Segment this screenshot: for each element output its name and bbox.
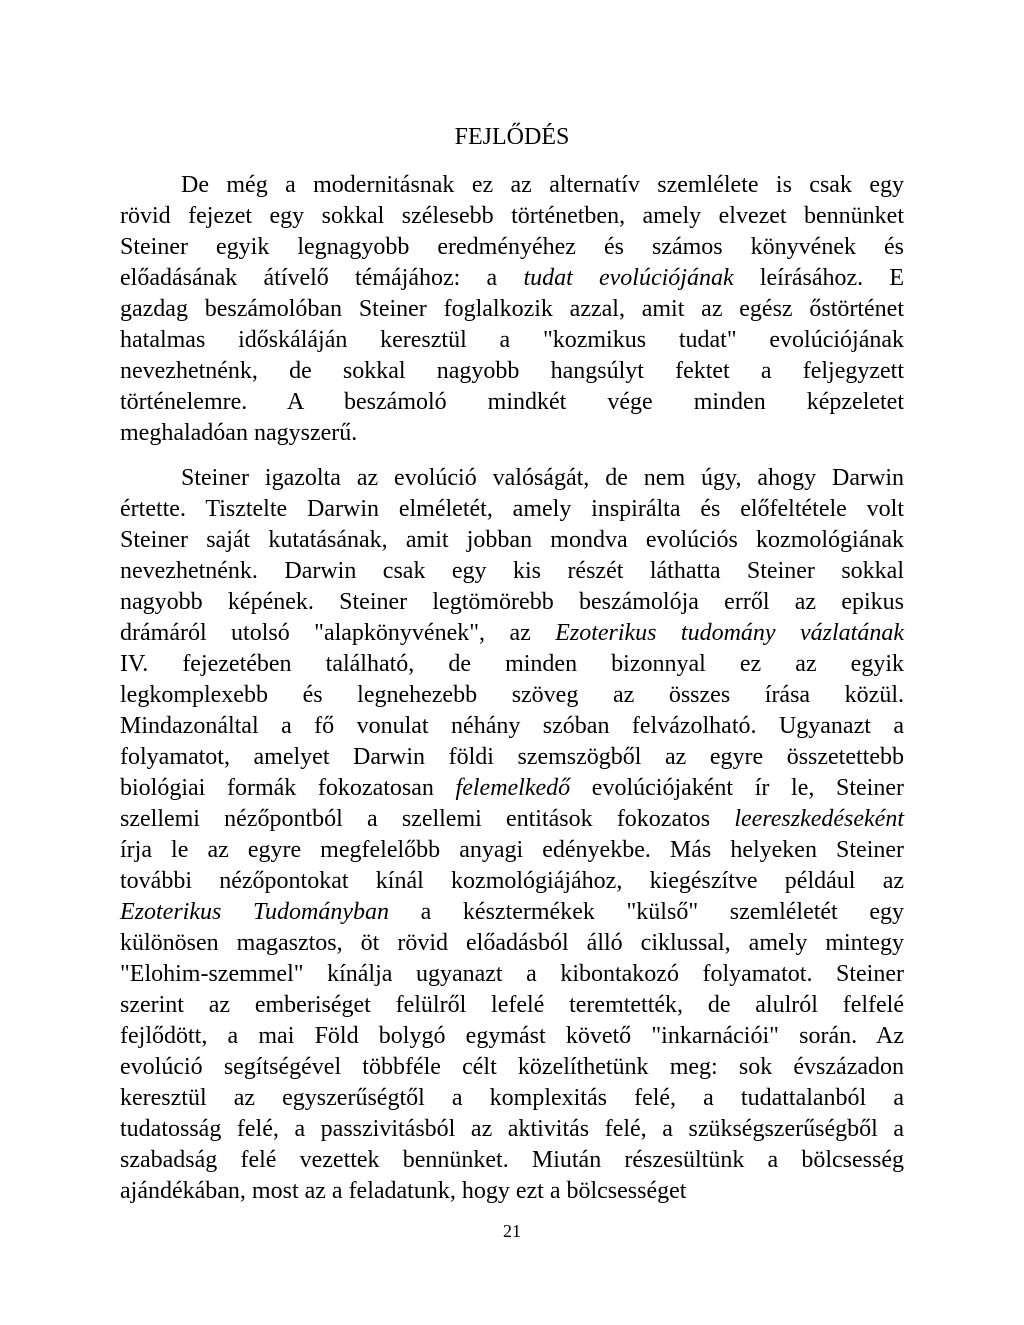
page-number: 21 [503, 1221, 521, 1241]
paragraph-2-line [120, 1145, 904, 1176]
text-run: történelemre. A beszámoló mindkét vége minden képzeletet [120, 389, 904, 415]
text-run: további nézőpontokat kínál kozmológiájához, kiegészítve például az [120, 868, 904, 894]
italic-text: leereszkedéseként [734, 806, 904, 832]
paragraph-2-line [120, 928, 904, 959]
section-heading: FEJLŐDÉS [454, 124, 570, 150]
text-run: szellemi nézőpontból a szellemi entitások fokozatos [120, 806, 735, 832]
text-run: keresztül az egyszerűségtől a komplexitás felé, a tudattalanból a [120, 1085, 904, 1111]
text-run: "Elohim-szemmel" kínálja ugyanazt a kibontakozó folyamatot. Steiner [120, 961, 904, 987]
italic-text: Ezoterikus Tudományban [120, 899, 389, 925]
paragraph-2-line [120, 804, 904, 835]
text-run: fejlődött, a mai Föld bolygó egymást követő "inkarnációi" során. Az [120, 1023, 904, 1049]
text-run: legkomplexebb és legnehezebb szöveg az összes írása közül. [120, 682, 904, 708]
text-run: rövid fejezet egy sokkal szélesebb történetben, amely elvezet bennünket [120, 203, 904, 229]
paragraph-1-line [120, 170, 904, 201]
text-run: különösen magasztos, öt rövid előadásból álló ciklussal, amely mintegy [120, 930, 904, 956]
text-run: ajándékában, most az a feladatunk, hogy ezt a bölcsességet [120, 1178, 687, 1204]
text-run: drámáról utolsó "alapkönyvének", az [120, 620, 556, 646]
paragraph-1-line [120, 418, 904, 449]
paragraph-2-line [120, 1052, 904, 1083]
text-run: gazdag beszámolóban Steiner foglalkozik azzal, amit az egész őstörténet [120, 296, 904, 322]
paragraph-2-line [120, 587, 904, 618]
text-run: folyamatot, amelyet Darwin földi szemszögből az egyre összetettebb [120, 744, 904, 770]
italic-text: Ezoterikus tudomány vázlatának [555, 620, 904, 646]
paragraph-2-line [120, 897, 904, 928]
paragraph-2-line [120, 494, 904, 525]
paragraph-2-line [120, 1114, 904, 1145]
text-run: nevezhetnénk, de sokkal nagyobb hangsúlyt fektet a feljegyzett [120, 358, 904, 384]
text-run: a késztermékek "külső" szemléletét egy [388, 899, 905, 925]
paragraph-1-line [120, 387, 904, 418]
italic-text: tudat evolúciójának [523, 265, 734, 291]
text-run: biológiai formák fokozatosan [120, 775, 456, 801]
paragraph-2-line [120, 525, 904, 556]
paragraph-1-line [120, 263, 904, 294]
text-run: hatalmas időskáláján keresztül a "kozmikus tudat" evolúciójának [120, 327, 904, 353]
text-run: evolúció segítségével többféle célt közelíthetünk meg: sok évszázadon [120, 1054, 904, 1080]
paragraph-2-line [120, 1176, 904, 1207]
paragraph-2-line [120, 618, 904, 649]
paragraph-2-line [120, 1083, 904, 1114]
text-run: meghaladóan nagyszerű. [120, 420, 358, 446]
paragraph-2-line [120, 959, 904, 990]
text-run: IV. fejezetében található, de minden bizonnyal ez az egyik [120, 651, 904, 677]
text-run: Mindazonáltal a fő vonulat néhány szóban felvázolható. Ugyanazt a [120, 713, 904, 739]
text-run: nagyobb képének. Steiner legtömörebb beszámolója erről az epikus [120, 589, 904, 615]
text-run: Steiner igazolta az evolúció valóságát, de nem úgy, ahogy Darwin [181, 465, 904, 491]
paragraph-2-line [120, 680, 904, 711]
paragraph-2-line [120, 463, 904, 494]
paragraph-1-line [120, 232, 904, 263]
paragraph-2-line [120, 990, 904, 1021]
text-run: nevezhetnénk. Darwin csak egy kis részét láthatta Steiner sokkal [120, 558, 904, 584]
text-run: szabadság felé vezettek bennünket. Miután részesültünk a bölcsesség [120, 1147, 904, 1173]
text-run: De még a modernitásnak ez az alternatív szemlélete is csak egy [181, 172, 904, 198]
paragraph-1-line [120, 201, 904, 232]
text-run: tudatosság felé, a passzivitásból az aktivitás felé, a szükségszerűségből a [120, 1116, 904, 1142]
paragraph-2-line [120, 773, 904, 804]
paragraph-2-line [120, 742, 904, 773]
paragraph-2-line [120, 1021, 904, 1052]
text-run: Steiner egyik legnagyobb eredményéhez és számos könyvének és [120, 234, 904, 260]
paragraph-1-line [120, 325, 904, 356]
paragraph-1-line [120, 356, 904, 387]
text-run: értette. Tisztelte Darwin elméletét, amely inspirálta és előfeltétele volt [120, 496, 904, 522]
text-run: írja le az egyre megfelelőbb anyagi edényekbe. Más helyeken Steiner [120, 837, 904, 863]
paragraph-2-line [120, 556, 904, 587]
text-run: szerint az emberiséget felülről lefelé teremtették, de alulról felfelé [120, 992, 904, 1018]
italic-text: felemelkedő [455, 775, 571, 801]
paragraph-2-line [120, 866, 904, 897]
text-run: evolúciójaként ír le, Steiner [570, 775, 904, 801]
paragraph-2-line [120, 649, 904, 680]
text-run: Steiner saját kutatásának, amit jobban mondva evolúciós kozmológiának [120, 527, 904, 553]
text-run: előadásának átívelő témájához: a [120, 265, 524, 291]
paragraph-1-line [120, 294, 904, 325]
paragraph-2 [120, 463, 904, 1207]
paragraph-2-line [120, 835, 904, 866]
text-run: leírásához. E [733, 265, 905, 291]
paragraph-1 [120, 170, 904, 449]
paragraph-2-line [120, 711, 904, 742]
